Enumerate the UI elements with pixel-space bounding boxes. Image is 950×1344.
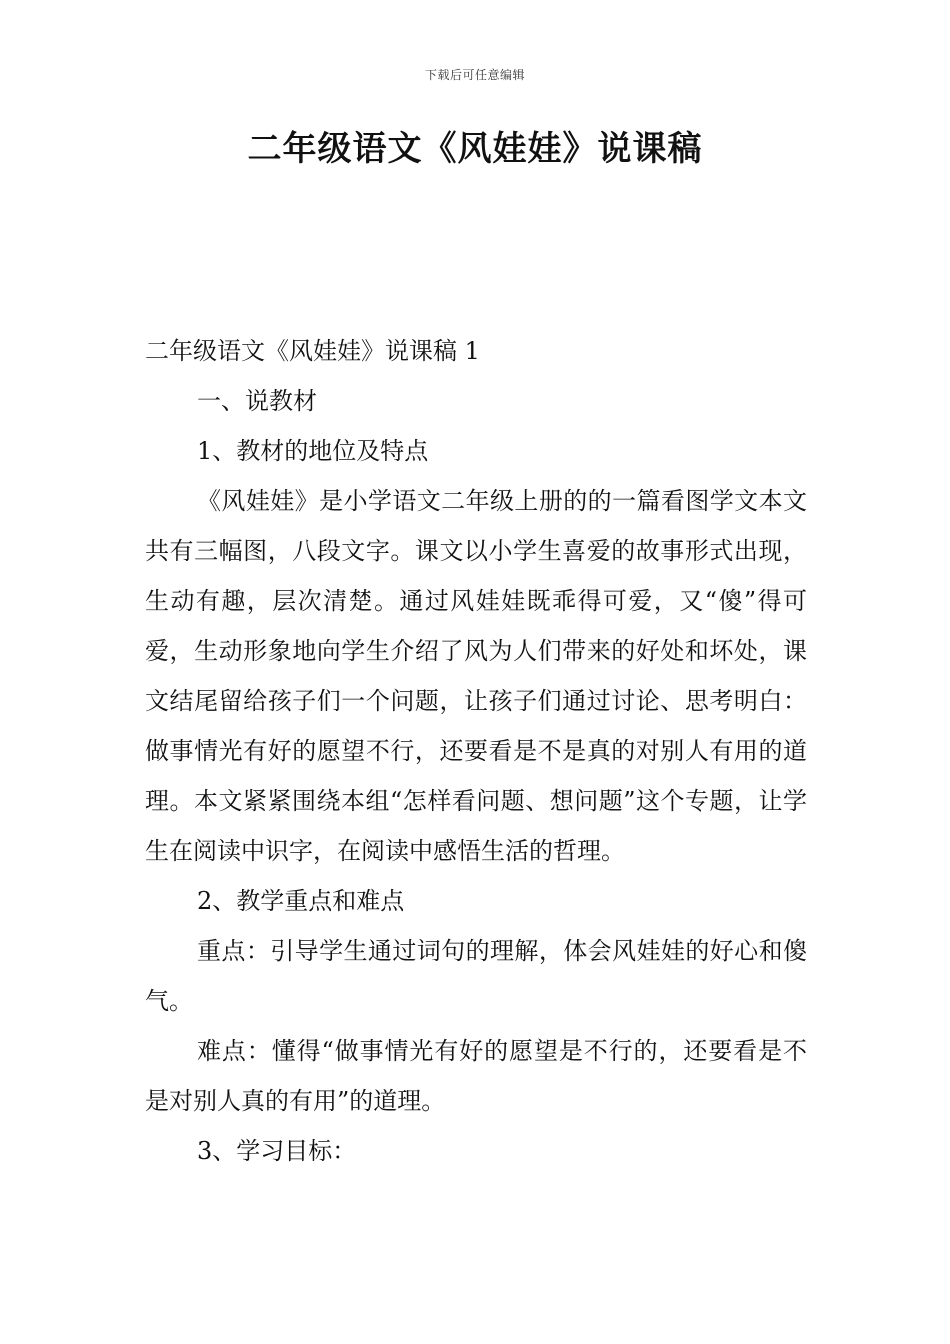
paragraph: 一、说教材 (197, 387, 317, 415)
paragraph: 2、教学重点和难点 (197, 887, 405, 915)
header-note: 下载后可任意编辑 (424, 68, 525, 82)
document-body (145, 326, 807, 1176)
paragraph: 3、学习目标： (197, 1137, 357, 1165)
paragraph: 难点：懂得“做事情光有好的愿望是不行的，还要看是不是对别人真的有用”的道理。 (145, 1037, 807, 1115)
paragraph: 1、教材的地位及特点 (197, 437, 429, 465)
section-heading: 二年级语文《风娃娃》说课稿 1 (145, 337, 480, 365)
paragraph: 《风娃娃》是小学语文二年级上册的的一篇看图学文本文共有三幅图，八段文字。课文以小学生喜爱的故事形式出现，生动有趣，层次清楚。通过风娃娃既乖得可爱，又“傻”得可爱，生动形象地向学生介绍了风为人们带来的好处和坏处，课文结尾留给孩子们一个问题，让孩子们通过讨论、思考明白：做事情光有好的愿望不行，还要看是不是真的对别人有用的道理。本文紧紧围绕本组“怎样看问题、想问题”这个专题，让学生在阅读中识字，在阅读中感悟生活的哲理。 (145, 487, 807, 865)
document-title: 二年级语文《风娃娃》说课稿 (247, 129, 703, 169)
paragraph: 重点：引导学生通过词句的理解，体会风娃娃的好心和傻气。 (145, 937, 807, 1015)
